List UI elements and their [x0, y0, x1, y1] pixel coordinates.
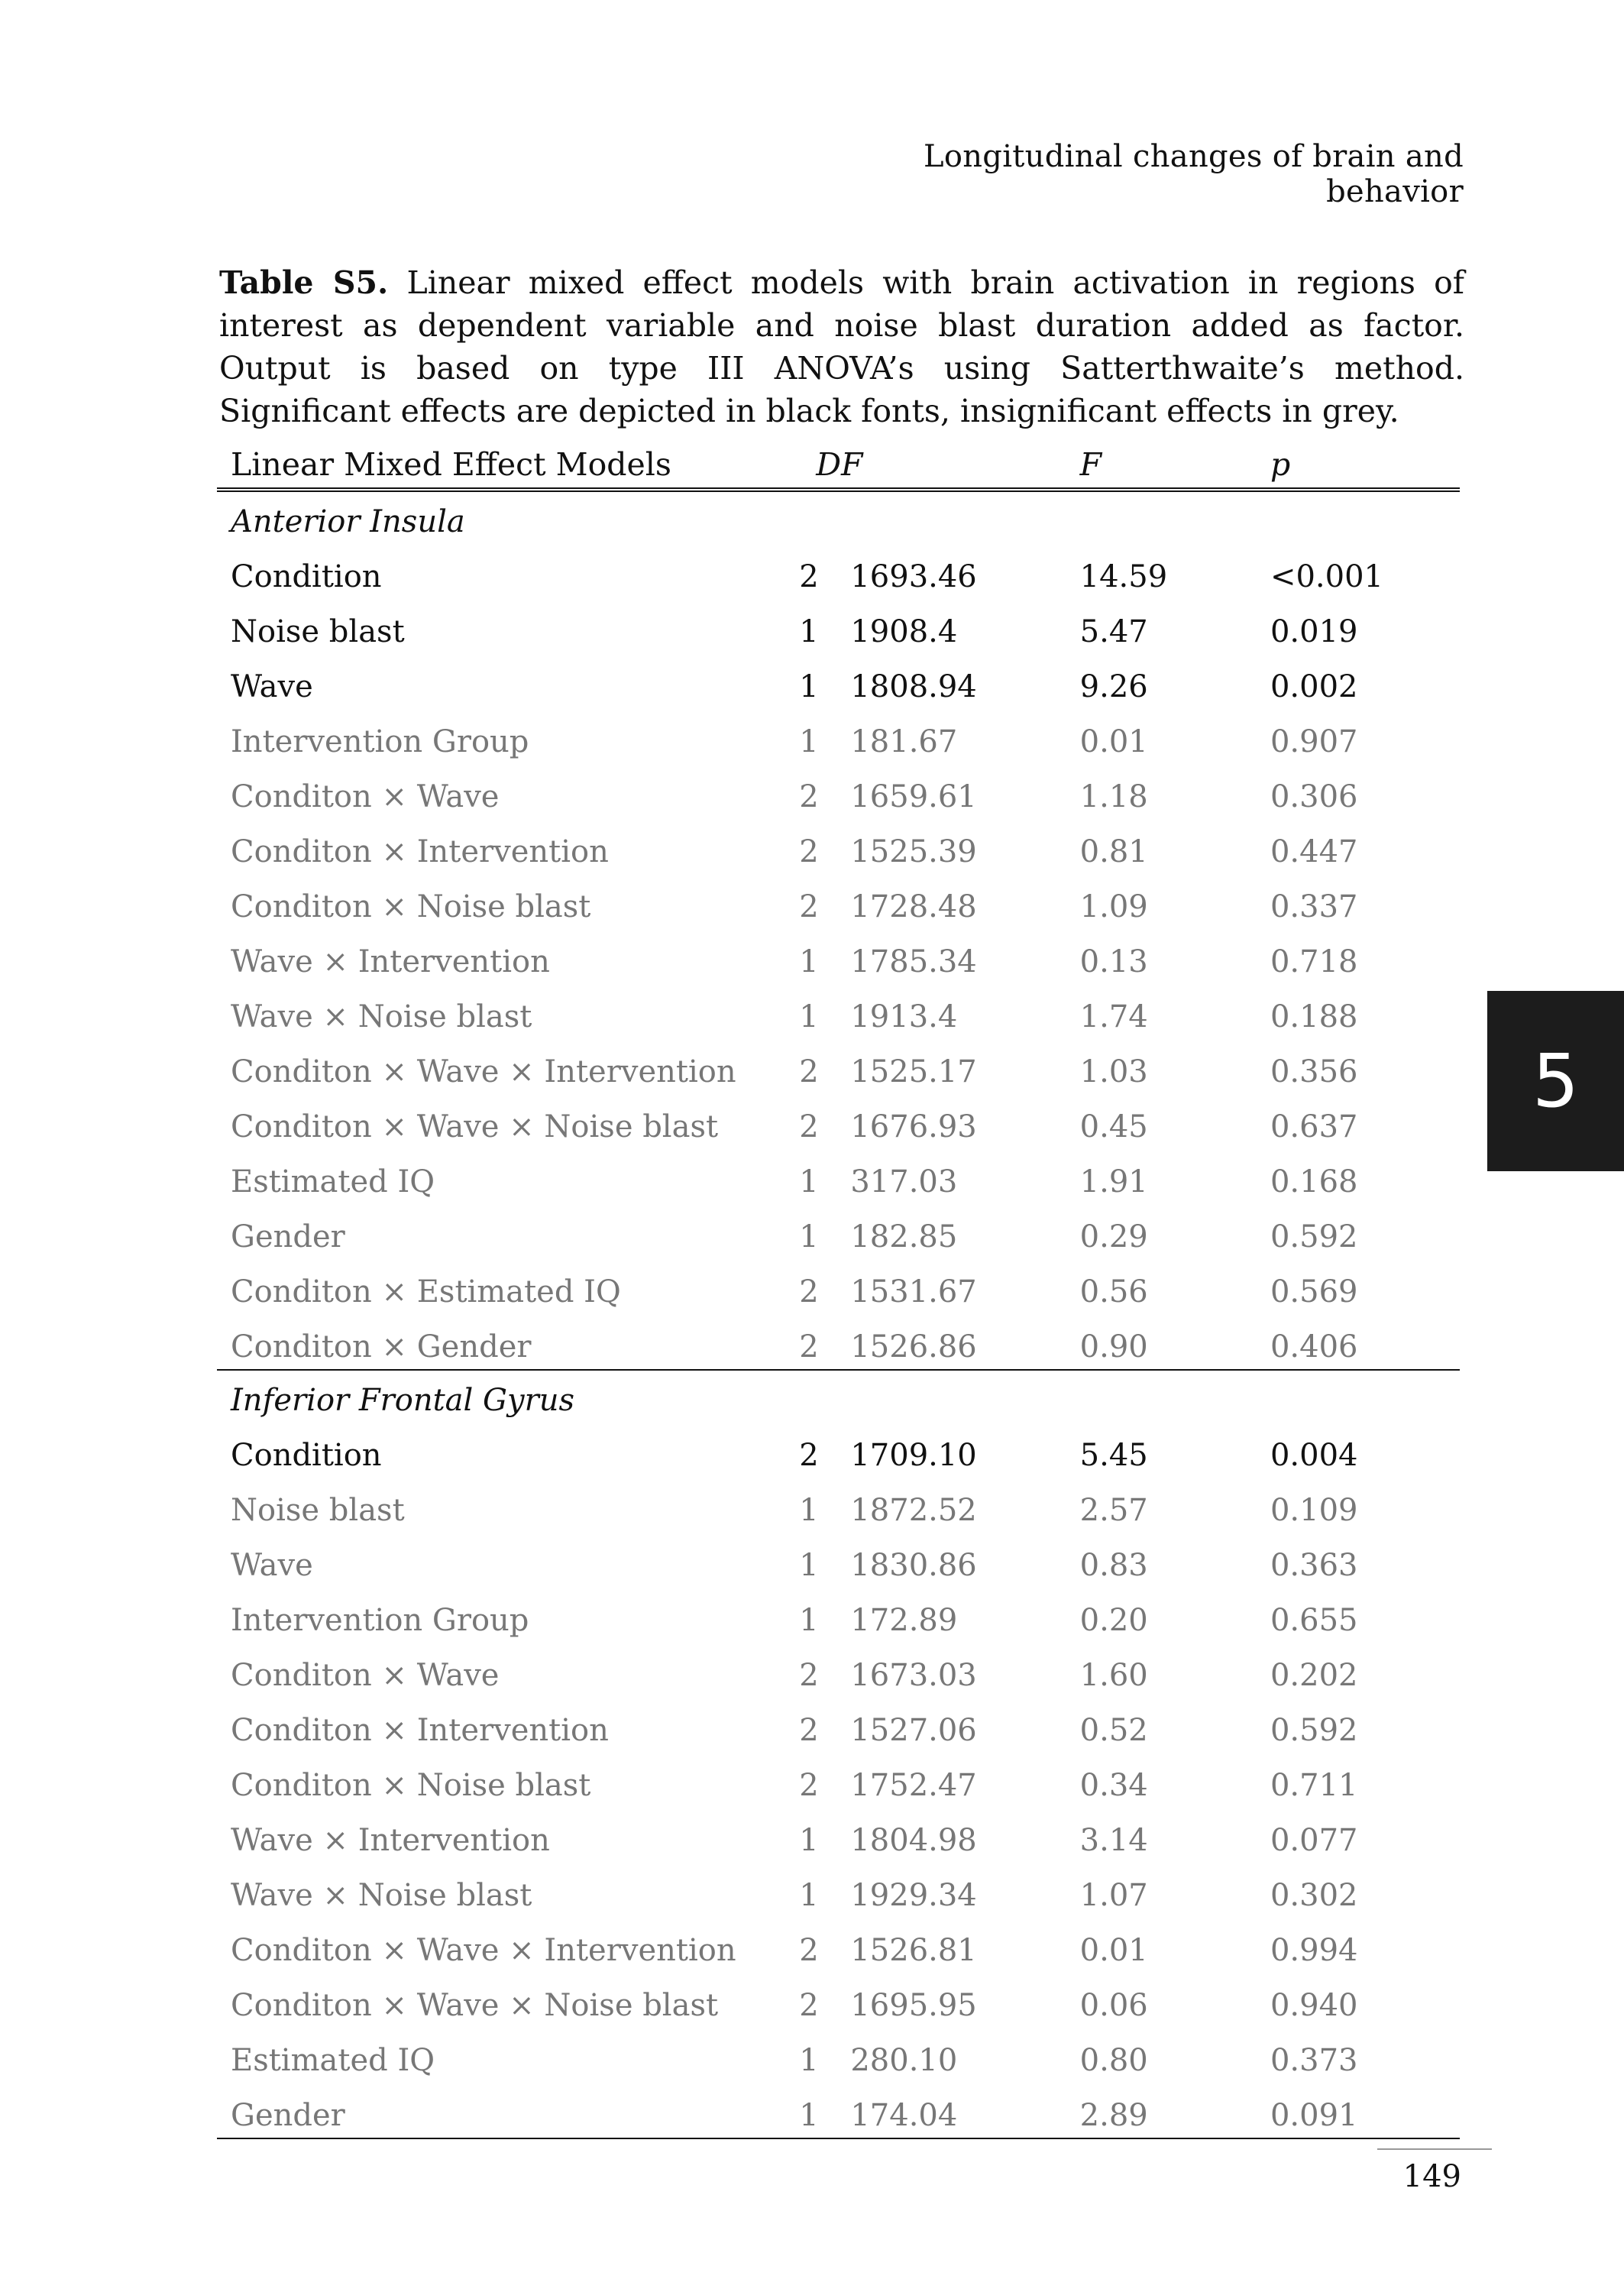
f-value-cell: 1.07 — [1079, 1878, 1148, 1913]
term-cell: Condition — [231, 1438, 382, 1473]
df-numerator-cell: 1 — [799, 724, 819, 759]
term-cell: Wave × Noise blast — [231, 999, 532, 1034]
df-denominator-cell: 1659.61 — [850, 779, 977, 814]
df-denominator-cell: 1709.10 — [850, 1438, 977, 1473]
f-value-cell: 5.45 — [1079, 1438, 1148, 1473]
f-value-cell: 3.14 — [1079, 1823, 1148, 1858]
p-value-cell: 0.356 — [1270, 1054, 1358, 1089]
df-denominator-cell: 1531.67 — [850, 1274, 977, 1309]
f-value-cell: 9.26 — [1079, 669, 1148, 704]
df-denominator-cell: 1526.86 — [850, 1314, 1079, 1370]
table-row — [217, 599, 1460, 654]
term-cell: Noise blast — [231, 1493, 405, 1528]
empty-cell — [1270, 490, 1460, 544]
df-numerator-cell: 1 — [799, 1548, 819, 1583]
df-numerator-cell: 2 — [799, 1274, 819, 1309]
term-cell: Conditon × Intervention — [231, 834, 609, 869]
section-title: Anterior Insula — [231, 504, 465, 539]
empty-cell — [850, 1370, 1079, 1423]
df-denominator-cell: 1728.48 — [850, 889, 977, 924]
df-denominator-cell: 1527.06 — [850, 1713, 977, 1748]
df-numerator-cell: 1 — [799, 2043, 819, 2078]
df-denominator-cell: 1929.34 — [850, 1878, 977, 1913]
f-value-cell: 0.90 — [1080, 1314, 1270, 1370]
f-value-cell: 1.03 — [1079, 1054, 1148, 1089]
page-number: 149 — [1402, 2159, 1461, 2194]
df-denominator-cell: 1808.94 — [850, 669, 977, 704]
term-cell: Wave — [231, 1548, 313, 1583]
df-denominator-cell: 1830.86 — [850, 1548, 977, 1583]
table-row — [217, 1973, 1460, 2028]
table-body — [217, 490, 1460, 2138]
term-cell: Wave — [231, 669, 313, 704]
table-row — [217, 984, 1460, 1039]
df-numerator-cell: 2 — [799, 1713, 819, 1748]
p-value-cell: 0.077 — [1270, 1823, 1358, 1858]
table-row — [217, 654, 1460, 709]
df-numerator-cell: 1 — [799, 1603, 819, 1638]
table-row — [217, 1698, 1460, 1753]
table-row — [217, 1533, 1460, 1588]
term-cell: Estimated IQ — [231, 1164, 435, 1199]
term-cell: Conditon × Noise blast — [231, 889, 591, 924]
p-value-cell: 0.202 — [1270, 1658, 1358, 1693]
df-denominator-cell: 317.03 — [850, 1164, 958, 1199]
term-cell: Conditon × Noise blast — [231, 1768, 591, 1803]
table-row — [217, 1423, 1460, 1478]
f-value-cell: 0.81 — [1079, 834, 1148, 869]
table-row — [217, 764, 1460, 819]
table-header-row — [217, 435, 1460, 490]
f-value-cell: 0.20 — [1079, 1603, 1148, 1638]
empty-cell — [799, 490, 850, 544]
table-label: Table S5. — [219, 264, 389, 301]
empty-cell — [1270, 1370, 1460, 1423]
empty-cell — [1080, 1370, 1270, 1423]
footer-rule — [1377, 2148, 1492, 2150]
f-value-cell: 0.56 — [1079, 1274, 1148, 1309]
table-row — [217, 1259, 1460, 1314]
f-value-cell: 14.59 — [1079, 559, 1168, 594]
p-value-cell: 0.637 — [1270, 1109, 1358, 1144]
section-header-row — [217, 490, 1460, 544]
p-value-cell: 0.569 — [1270, 1274, 1358, 1309]
df-denominator-cell: 1785.34 — [850, 944, 977, 979]
df-denominator-cell: 1752.47 — [850, 1768, 977, 1803]
f-value-cell: 1.74 — [1079, 999, 1148, 1034]
table-row — [217, 1588, 1460, 1643]
df-numerator-cell: 2 — [799, 559, 819, 594]
chapter-tab: 5 — [1487, 991, 1624, 1171]
df-numerator-cell: 1 — [799, 1493, 819, 1528]
table-row — [217, 874, 1460, 929]
p-value-cell: 0.004 — [1270, 1438, 1358, 1473]
df-numerator-cell: 2 — [799, 1768, 819, 1803]
term-cell: Gender — [231, 1219, 345, 1254]
df-denominator-cell: 1695.95 — [850, 1988, 977, 2023]
df-numerator-cell: 1 — [799, 1164, 819, 1199]
df-numerator-cell: 1 — [799, 1823, 819, 1858]
table-row — [217, 2028, 1460, 2083]
f-value-cell: 0.06 — [1079, 1988, 1148, 2023]
f-value-cell: 1.60 — [1079, 1658, 1148, 1693]
term-cell: Conditon × Intervention — [231, 1713, 609, 1748]
running-head: Longitudinal changes of brain and behavior — [923, 139, 1464, 209]
term-cell: Conditon × Wave — [231, 1658, 500, 1693]
f-value-cell: 0.01 — [1079, 1933, 1148, 1968]
df-numerator-cell: 2 — [799, 1658, 819, 1693]
p-value-cell: 0.002 — [1270, 669, 1358, 704]
f-value-cell: 1.18 — [1079, 779, 1148, 814]
header-term: Linear Mixed Effect Models — [217, 435, 799, 490]
table-row — [217, 1808, 1460, 1863]
f-value-cell: 0.01 — [1079, 724, 1148, 759]
table-row — [217, 819, 1460, 874]
term-cell: Gender — [217, 2083, 799, 2138]
df-denominator-cell: 1693.46 — [850, 559, 977, 594]
p-value-cell: 0.711 — [1270, 1768, 1358, 1803]
f-value-cell: 2.89 — [1080, 2083, 1270, 2138]
df-denominator-cell: 1676.93 — [850, 1109, 977, 1144]
table-row — [217, 709, 1460, 764]
p-value-cell: 0.406 — [1270, 1314, 1460, 1370]
table-row — [217, 1753, 1460, 1808]
df-numerator-cell: 2 — [799, 834, 819, 869]
p-value-cell: 0.168 — [1270, 1164, 1358, 1199]
term-cell: Wave × Intervention — [231, 1823, 550, 1858]
df-numerator-cell: 2 — [799, 1109, 819, 1144]
term-cell: Conditon × Wave × Intervention — [231, 1054, 736, 1089]
df-numerator-cell: 1 — [799, 614, 819, 649]
f-value-cell: 2.57 — [1079, 1493, 1148, 1528]
p-value-cell: 0.373 — [1270, 2043, 1358, 2078]
df-denominator-cell: 182.85 — [850, 1219, 958, 1254]
df-denominator-cell: 174.04 — [850, 2083, 1079, 2138]
p-value-cell: 0.337 — [1270, 889, 1358, 924]
f-value-cell: 0.29 — [1079, 1219, 1148, 1254]
f-value-cell: 0.80 — [1079, 2043, 1148, 2078]
header-df: DF — [799, 435, 1079, 490]
header-p: p — [1270, 435, 1460, 490]
term-cell: Conditon × Wave × Noise blast — [231, 1988, 719, 2023]
df-denominator-cell: 1673.03 — [850, 1658, 977, 1693]
f-value-cell: 0.45 — [1079, 1109, 1148, 1144]
df-numerator-cell: 2 — [799, 1988, 819, 2023]
p-value-cell: 0.447 — [1270, 834, 1358, 869]
df-denominator-cell: 172.89 — [850, 1603, 958, 1638]
term-cell: Wave × Noise blast — [231, 1878, 532, 1913]
table-row — [217, 1643, 1460, 1698]
f-value-cell: 0.34 — [1079, 1768, 1148, 1803]
table-row — [217, 1094, 1460, 1149]
term-cell: Conditon × Gender — [217, 1314, 799, 1370]
df-denominator-cell: 1913.4 — [850, 999, 958, 1034]
df-denominator-cell: 1525.17 — [850, 1054, 977, 1089]
f-value-cell: 0.13 — [1079, 944, 1148, 979]
results-table — [217, 435, 1460, 2139]
p-value-cell: 0.109 — [1270, 1493, 1358, 1528]
section-title: Inferior Frontal Gyrus — [231, 1383, 574, 1418]
p-value-cell: <0.001 — [1270, 559, 1383, 594]
table-caption — [219, 261, 1464, 432]
term-cell: Intervention Group — [231, 1603, 529, 1638]
df-numerator-cell: 2 — [799, 1054, 819, 1089]
df-numerator-cell: 1 — [799, 2083, 850, 2138]
df-denominator-cell: 1908.4 — [850, 614, 958, 649]
f-value-cell: 0.83 — [1079, 1548, 1148, 1583]
p-value-cell: 0.592 — [1270, 1713, 1358, 1748]
f-value-cell: 1.09 — [1079, 889, 1148, 924]
empty-cell — [799, 1370, 850, 1423]
term-cell: Intervention Group — [231, 724, 529, 759]
p-value-cell: 0.907 — [1270, 724, 1358, 759]
p-value-cell: 0.302 — [1270, 1878, 1358, 1913]
table-row — [217, 929, 1460, 984]
p-value-cell: 0.940 — [1270, 1988, 1358, 2023]
df-numerator-cell: 1 — [799, 944, 819, 979]
df-denominator-cell: 1872.52 — [850, 1493, 977, 1528]
df-numerator-cell: 2 — [799, 1314, 850, 1370]
p-value-cell: 0.718 — [1270, 944, 1358, 979]
term-cell: Conditon × Wave × Noise blast — [231, 1109, 719, 1144]
header-f: F — [1080, 435, 1270, 490]
f-value-cell: 1.91 — [1079, 1164, 1148, 1199]
term-cell: Conditon × Wave × Intervention — [231, 1933, 736, 1968]
p-value-cell: 0.019 — [1270, 614, 1358, 649]
empty-cell — [850, 490, 1079, 544]
term-cell: Condition — [231, 559, 382, 594]
df-denominator-cell: 181.67 — [850, 724, 958, 759]
df-numerator-cell: 1 — [799, 1219, 819, 1254]
df-numerator-cell: 1 — [799, 999, 819, 1034]
table-row — [217, 1314, 1460, 1370]
p-value-cell: 0.363 — [1270, 1548, 1358, 1583]
table-caption-text: Linear mixed effect models with brain activation in regions of interest as dependent variable and noise blast duration added as factor. Output is based on type III ANOVA’s using Satterthwaite’s method. Significant effects are depicted in black fonts, insignificant effects in grey. — [219, 264, 1464, 429]
df-denominator-cell: 280.10 — [850, 2043, 958, 2078]
p-value-cell: 0.592 — [1270, 1219, 1358, 1254]
df-denominator-cell: 1525.39 — [850, 834, 977, 869]
p-value-cell: 0.306 — [1270, 779, 1358, 814]
table-row — [217, 1039, 1460, 1094]
p-value-cell: 0.091 — [1270, 2083, 1460, 2138]
df-numerator-cell: 2 — [799, 779, 819, 814]
df-denominator-cell: 1804.98 — [850, 1823, 977, 1858]
df-numerator-cell: 2 — [799, 889, 819, 924]
term-cell: Conditon × Estimated IQ — [231, 1274, 621, 1309]
table-row — [217, 1204, 1460, 1259]
term-cell: Wave × Intervention — [231, 944, 550, 979]
term-cell: Noise blast — [231, 614, 405, 649]
p-value-cell: 0.655 — [1270, 1603, 1358, 1638]
df-denominator-cell: 1526.81 — [850, 1933, 977, 1968]
f-value-cell: 0.52 — [1079, 1713, 1148, 1748]
table-row — [217, 1149, 1460, 1204]
table-row — [217, 1863, 1460, 1918]
df-numerator-cell: 1 — [799, 669, 819, 704]
term-cell: Estimated IQ — [231, 2043, 435, 2078]
df-numerator-cell: 2 — [799, 1438, 819, 1473]
table-row — [217, 544, 1460, 599]
section-header-row — [217, 1370, 1460, 1423]
p-value-cell: 0.188 — [1270, 999, 1358, 1034]
df-numerator-cell: 2 — [799, 1933, 819, 1968]
empty-cell — [1080, 490, 1270, 544]
f-value-cell: 5.47 — [1079, 614, 1148, 649]
table-row — [217, 1918, 1460, 1973]
p-value-cell: 0.994 — [1270, 1933, 1358, 1968]
table-row — [217, 1478, 1460, 1533]
term-cell: Conditon × Wave — [231, 779, 500, 814]
df-numerator-cell: 1 — [799, 1878, 819, 1913]
table-row — [217, 2083, 1460, 2138]
